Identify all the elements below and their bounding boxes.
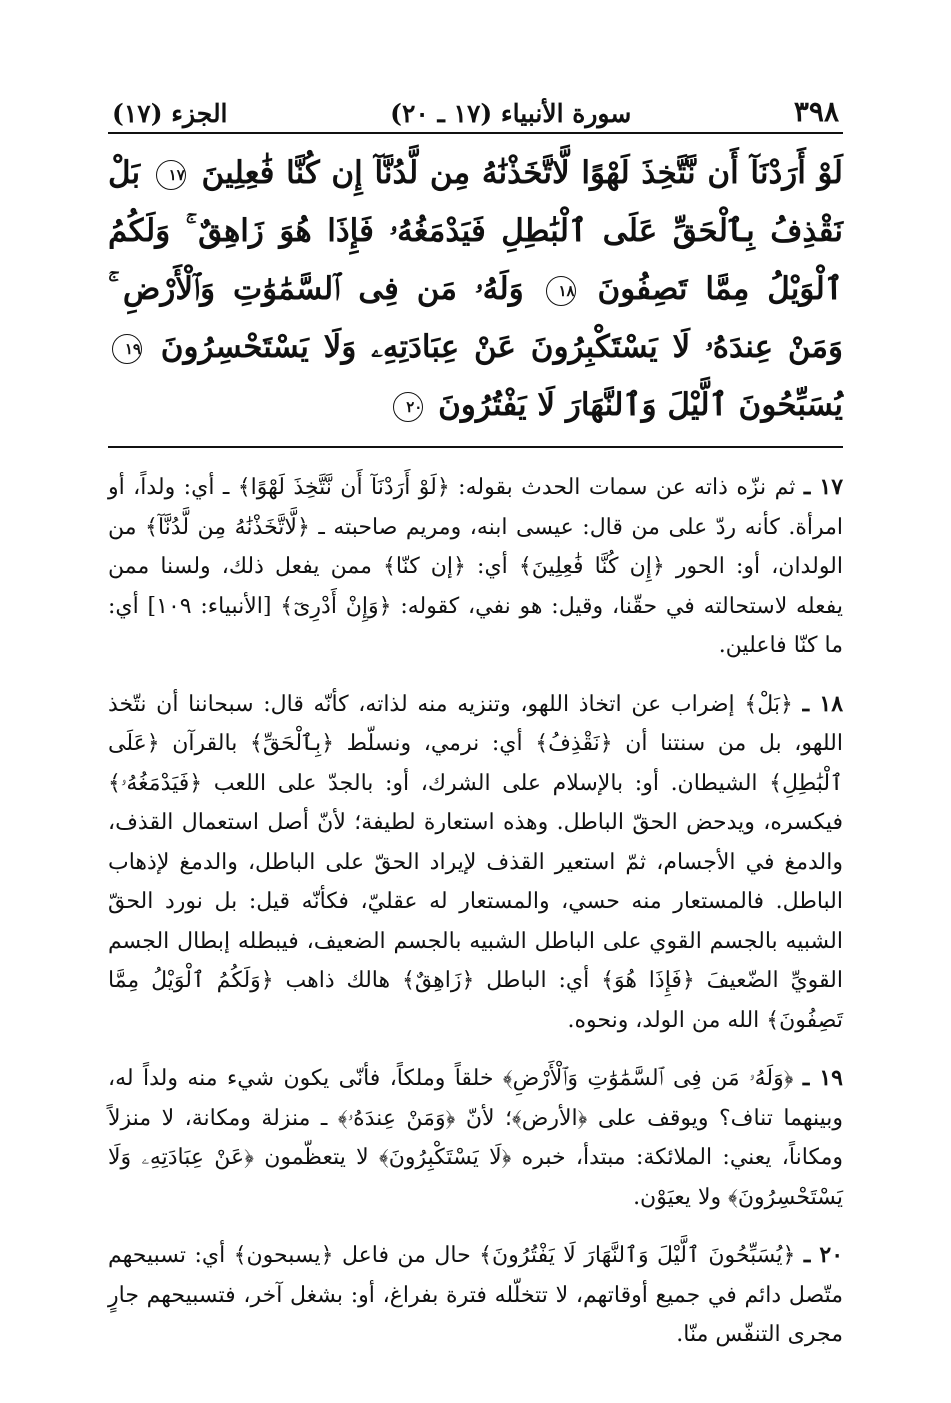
tafsir-verse-number: ١٨ ـ [802,690,844,717]
quran-text-block [108,144,843,434]
quran-verse: يُسَبِّحُونَ ٱلَّيْلَ وَٱلنَّهَارَ لَا يَفْتُرُونَ [438,387,843,423]
tafsir-verse-number: ١٩ ـ [802,1065,843,1091]
surah-title: سورة الأنبياء (١٧ ـ ٢٠) [390,99,632,128]
juz-label: الجزء (١٧) [112,99,228,128]
tafsir-paragraph [108,468,843,666]
tafsir-text: ﴿يُسَبِّحُونَ ٱلَّيْلَ وَٱلنَّهَارَ لَا يَفْتُرُونَ﴾ حال من فاعل ﴿يسبحون﴾ أي: تسبيحهم متّصل دائم في جميع أوقاتهم، لا تتخلّله فترة بفراغ، أو: بشغل آخر، فتسبيحهم جارٍ مجرى التنفّس منّا. [108,1243,843,1347]
tafsir-paragraph [108,1059,843,1217]
section-divider [108,446,843,448]
verse-number-marker: ١٩ [112,334,142,364]
verse-number-marker: ١٨ [546,276,576,306]
tafsir-verse-number: ٢٠ ـ [803,1242,844,1268]
tafsir-paragraph [108,685,843,1041]
tafsir-text: ﴿بَلْ﴾ إضراب عن اتخاذ اللهو، وتنزيه منه لذاته، كأنّه قال: سبحاننا أن نتّخذ اللهو، بل من سنتنا أن ﴿نَقْذِفُ﴾ أي: نرمي، ونسلّط ﴿بِٱلْحَقِّ﴾ بالقرآن ﴿عَلَى ٱلْبَٰطِلِ﴾ الشيطان. أو: بالإسلام على الشرك، أو: بالجدّ على اللعب ﴿فَيَدْمَغُهُۥ﴾ فيكسره، ويدحض الحقّ الباطل. وهذه استعارة لطيفة؛ لأنّ أصل استعمال القذف، والدمغ في الأجسام، ثمّ استعير القذف لإيراد الحقّ على الباطل، والدمغ لإذهاب الباطل. فالمستعار منه حسي، والمستعار له عقليّ، فكأنّه قيل: بل نورد الحقّ الشبيه بالجسم القوي على الباطل الشبيه بالجسم الضعيف، فيبطله إبطال الجسم القويِّ الضّعيفَ ﴿فَإِذَا هُوَ﴾ أي: الباطل ﴿زَاهِقٌ﴾ هالك ذاهب ﴿وَلَكُمُ ٱلْوَيْلُ مِمَّا تَصِفُونَ﴾ الله من الولد، ونحوه. [108,691,843,1033]
verse-number-marker: ٢٠ [393,392,423,422]
tafsir-paragraph [108,1236,843,1355]
quran-verse: وَلَهُۥ مَن فِى ٱلسَّمَٰوَٰتِ وَٱلْأَرْضِ ۚ وَمَنْ عِندَهُۥ لَا يَسْتَكْبِرُونَ عَنْ عِبَادَتِهِۦ وَلَا يَسْتَحْسِرُونَ [108,271,843,365]
quran-verse: لَوْ أَرَدْنَآ أَن نَّتَّخِذَ لَهْوًا لَّاتَّخَذْنَٰهُ مِن لَّدُنَّآ إِن كُنَّا فَٰعِلِينَ [201,155,843,191]
page-number: ٣٩٨ [793,95,839,128]
quran-verse: بَلْ نَقْذِفُ بِٱلْحَقِّ عَلَى ٱلْبَٰطِلِ فَيَدْمَغُهُۥ فَإِذَا هُوَ زَاهِقٌ ۚ وَلَكُمُ ٱلْوَيْلُ مِمَّا تَصِفُونَ [108,155,844,307]
page-header [108,86,843,134]
tafsir-verse-number: ١٧ ـ [803,474,844,500]
verse-number-marker: ١٧ [156,160,186,190]
tafsir-block [108,468,843,1355]
tafsir-text: ثم نزّه ذاته عن سمات الحدث بقوله: ﴿لَوْ أَرَدْنَآ أَن نَّتَّخِذَ لَهْوًا﴾ ـ أي: ولداً، أو امرأة. كأنه ردّ على من قال: عيسى ابنه، ومريم صاحبته ـ ﴿لَّاتَّخَذْنَٰهُ مِن لَّدُنَّآ﴾ من الولدان، أو: الحور ﴿إِن كُنَّا فَٰعِلِينَ﴾ أي: ﴿إن كنّا﴾ ممن يفعل ذلك، ولسنا ممن يفعله لاستحالته في حقّنا، وقيل: هو نفي، كقوله: ﴿وَإِنْ أَدْرِىٓ﴾ [الأنبياء: ١٠٩] أي: ما كنّا فاعلين. [108,475,843,658]
tafsir-text: ﴿وَلَهُۥ مَن فِى ٱلسَّمَٰوَٰتِ وَٱلْأَرْضِ﴾ خلقاً وملكاً، فأنّى يكون شيء منه ولداً له، وبينهما تناف؟ ويوقف على ﴿الأرض﴾؛ لأنّ ﴿وَمَنْ عِندَهُۥ﴾ ـ منزلة ومكانة، لا منزلاً ومكاناً، يعني: الملائكة: مبتدأ، خبره ﴿لَا يَسْتَكْبِرُونَ﴾ لا يتعظّمون ﴿عَنْ عِبَادَتِهِۦ وَلَا يَسْتَحْسِرُونَ﴾ ولا يعيَوْن. [108,1066,843,1210]
